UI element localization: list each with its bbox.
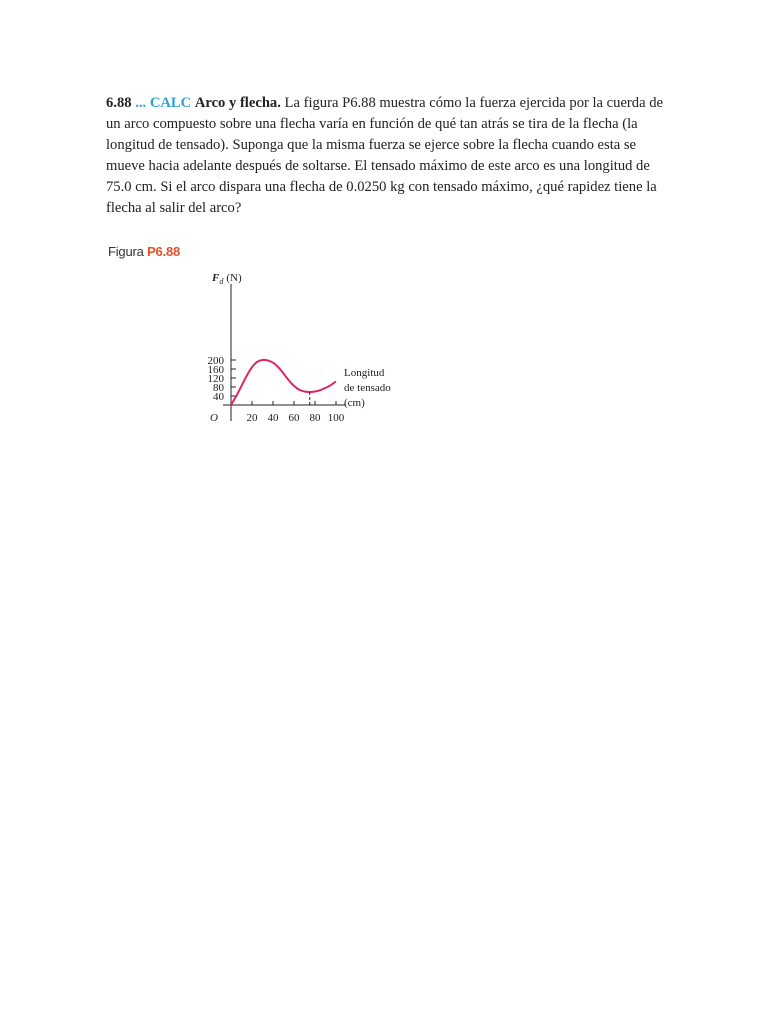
x-tick-label-40: 40 [267, 412, 279, 424]
x-axis-label-line1: Longitud [344, 367, 385, 379]
problem-text: La figura P6.88 muestra cómo la fuerza ejercida por la cuerda de un arco compuesto sobre una flecha varía en función de qué tan atrás se tira de la flecha (la longitud de tensado). Suponga que la misma fuerza se ejerce sobre la flecha cuando esta se mueve hacia adelante después de soltarse. El tensado máximo de este arco es una longitud de 75.0 cm. Si el arco dispara una flecha de 0.0250 kg con tensado máximo, ¿qué rapidez tiene la flecha al salir del arco? [106, 95, 663, 216]
problem-number: 6.88 [106, 95, 132, 111]
y-axis-unit: (N) [226, 272, 242, 284]
problem-title: Arco y flecha. [194, 95, 281, 111]
y-tick-label-120: 120 [207, 373, 224, 385]
force-draw-chart [190, 264, 420, 434]
y-axis-symbol: F [212, 272, 220, 284]
figure-label-prefix: Figura [108, 244, 144, 259]
y-tick-label-200: 200 [207, 355, 224, 367]
y-tick-label-80: 80 [213, 382, 224, 394]
force-curve [231, 360, 336, 405]
y-axis-label [211, 272, 242, 286]
calc-tag: CALC [149, 95, 192, 111]
figure-label-number: P6.88 [147, 244, 181, 259]
x-axis-label-line2: de tensado [344, 382, 391, 394]
figure-label [108, 244, 180, 259]
y-tick-label-160: 160 [207, 364, 224, 376]
problem-statement [106, 93, 666, 219]
x-tick-label-100: 100 [327, 412, 345, 424]
difficulty-dots: ... [135, 95, 147, 111]
x-tick-label-80: 80 [309, 412, 321, 424]
origin-label: O [210, 412, 218, 424]
y-tick-label-40: 40 [213, 391, 224, 403]
x-axis-label-line3: (cm) [344, 397, 365, 409]
y-axis-subscript: d [219, 277, 224, 286]
x-tick-label-20: 20 [246, 412, 258, 424]
x-tick-label-60: 60 [288, 412, 300, 424]
